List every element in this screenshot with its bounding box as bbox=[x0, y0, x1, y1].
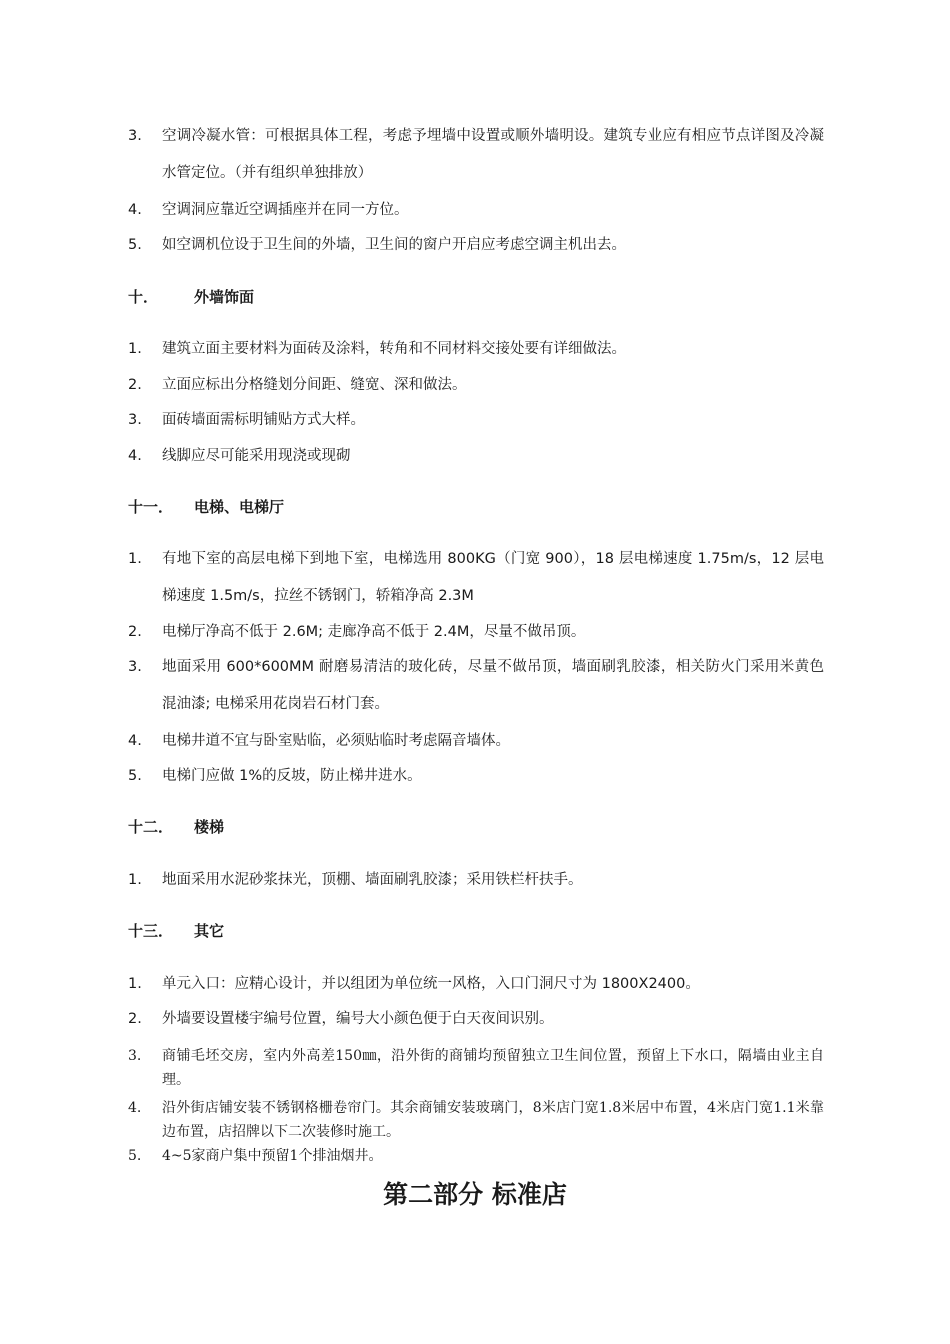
list-text: 立面应标出分格缝划分间距、缝宽、深和做法。 bbox=[162, 377, 467, 393]
part-title: 第二部分 标准店 bbox=[383, 1180, 567, 1209]
list-text: 商铺毛坯交房，室内外高差150㎜，沿外街的商铺均预留独立卫生间位置，预留上下水口，隔墙由业主自理。 bbox=[162, 1048, 824, 1088]
list-number: 4. bbox=[128, 1100, 142, 1116]
list-number: 4. bbox=[128, 202, 142, 218]
section-number: 十二． bbox=[128, 818, 174, 836]
list-text: 空调洞应靠近空调插座并在同一方位。 bbox=[162, 202, 409, 218]
list-number: 3. bbox=[128, 128, 142, 144]
section-title: 外墙饰面 bbox=[194, 288, 255, 306]
list-number: 4. bbox=[128, 448, 142, 464]
list-number: 2. bbox=[128, 377, 142, 393]
list-text: 沿外街店铺安装不锈钢格栅卷帘门。其余商铺安装玻璃门，8米店门宽1.8米居中布置，4米店门宽1.1米靠边布置，店招牌以下二次装修时施工。 bbox=[162, 1100, 824, 1140]
section-title: 电梯、电梯厅 bbox=[194, 498, 285, 516]
list-number: 3. bbox=[128, 412, 142, 428]
list-number: 5. bbox=[128, 1148, 142, 1164]
list-number: 3. bbox=[128, 1048, 142, 1064]
list-text: 电梯门应做 1%的反坡，防止梯井进水。 bbox=[162, 768, 422, 784]
section-number: 十． bbox=[128, 288, 159, 306]
list-number: 2. bbox=[128, 1011, 142, 1027]
list-number: 4. bbox=[128, 733, 142, 749]
list-number: 1. bbox=[128, 976, 142, 992]
list-text: 电梯厅净高不低于 2.6M; 走廊净高不低于 2.4M，尽量不做吊顶。 bbox=[162, 624, 586, 640]
list-number: 2. bbox=[128, 624, 142, 640]
list-text: 如空调机位设于卫生间的外墙，卫生间的窗户开启应考虑空调主机出去。 bbox=[162, 237, 626, 253]
section-title: 楼梯 bbox=[194, 818, 225, 836]
list-number: 1. bbox=[128, 341, 142, 357]
list-text: 外墙要设置楼宇编号位置，编号大小颜色便于白天夜间识别。 bbox=[162, 1011, 554, 1027]
section-number: 十三． bbox=[128, 922, 174, 940]
list-text: 电梯井道不宜与卧室贴临，必须贴临时考虑隔音墙体。 bbox=[162, 733, 510, 749]
list-text: 单元入口：应精心设计，并以组团为单位统一风格，入口门洞尺寸为 1800X2400。 bbox=[162, 976, 700, 992]
list-text: 地面采用水泥砂浆抹光，顶棚、墙面刷乳胶漆；采用铁栏杆扶手。 bbox=[162, 872, 583, 888]
list-text: 地面采用 600*600MM 耐磨易清洁的玻化砖，尽量不做吊顶，墙面刷乳胶漆，相关防火门采用米黄色混油漆; 电梯采用花岗岩石材门套。 bbox=[162, 659, 824, 712]
list-text: 空调冷凝水管：可根据具体工程，考虑予埋墙中设置或顺外墙明设。建筑专业应有相应节点详图及冷凝水管定位。（并有组织单独排放） bbox=[162, 128, 824, 181]
list-text: 线脚应尽可能采用现浇或现砌 bbox=[162, 448, 351, 464]
list-text: 有地下室的高层电梯下到地下室，电梯选用 800KG（门宽 900），18 层电梯速度 1.75m/s，12 层电梯速度 1.5m/s，拉丝不锈钢门，轿箱净高 2.3M bbox=[162, 551, 824, 604]
list-text: 4~5家商户集中预留1个排油烟井。 bbox=[162, 1148, 383, 1164]
section-number: 十一． bbox=[128, 498, 174, 516]
list-number: 3. bbox=[128, 659, 142, 675]
list-text: 建筑立面主要材料为面砖及涂料，转角和不同材料交接处要有详细做法。 bbox=[162, 341, 626, 357]
list-number: 5. bbox=[128, 768, 142, 784]
section-title: 其它 bbox=[194, 922, 225, 940]
list-number: 5. bbox=[128, 237, 142, 253]
list-number: 1. bbox=[128, 551, 142, 567]
list-text: 面砖墙面需标明铺贴方式大样。 bbox=[162, 412, 365, 428]
list-number: 1. bbox=[128, 872, 142, 888]
